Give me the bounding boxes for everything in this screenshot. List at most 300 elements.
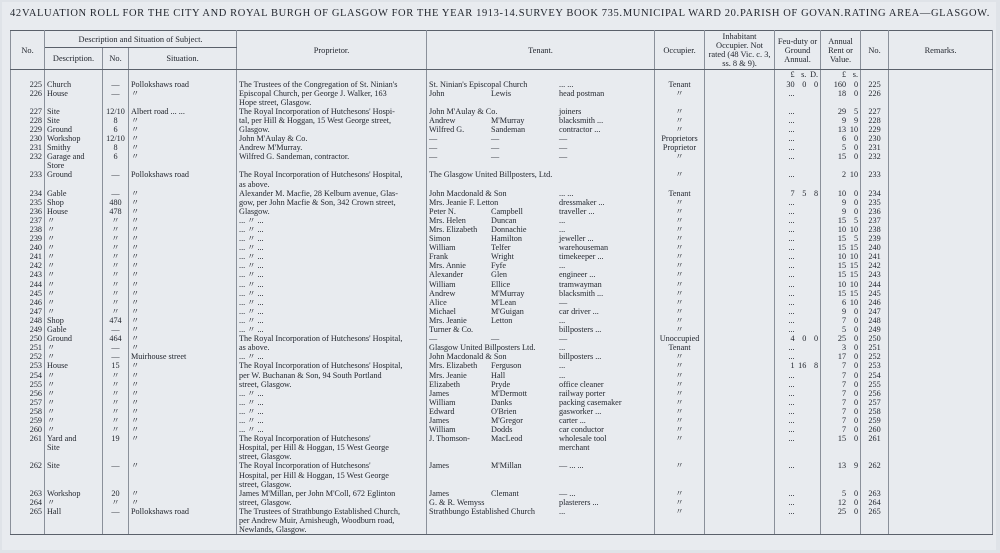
tenant-surname: Duncan xyxy=(491,215,517,225)
situation-cell: Muirhouse street xyxy=(129,352,237,361)
rent-cell xyxy=(821,434,861,443)
feu-pounds: ... xyxy=(788,234,795,244)
rent-shillings: 0 xyxy=(853,425,859,435)
inhabitant-cell xyxy=(705,480,775,489)
entry-number: 251 xyxy=(11,343,45,352)
tenant-first: Strathbungo Established Church xyxy=(429,506,536,516)
feu-shillings xyxy=(795,507,807,516)
tenant-cell xyxy=(427,452,655,461)
situation-cell: 〃 xyxy=(129,425,237,434)
tenant-first: Mrs. Annie xyxy=(429,261,466,271)
situation-cell: 〃 xyxy=(129,270,237,279)
remarks-cell xyxy=(889,98,993,107)
rent-cell xyxy=(821,198,861,207)
feu-pence: 0 xyxy=(813,334,819,344)
tenant-cell xyxy=(427,252,655,261)
feu-shillings xyxy=(795,234,807,243)
feu-shillings xyxy=(795,498,807,507)
feu-pence xyxy=(806,371,818,380)
parish: PARISH OF GOVAN. xyxy=(740,8,844,19)
entry-number: 225 xyxy=(11,80,45,89)
rent-shillings: 0 xyxy=(853,206,859,216)
proprietor-cell: ... 〃 ... xyxy=(237,289,427,298)
occupier-cell: 〃 xyxy=(655,170,705,179)
rent-shillings: 15 xyxy=(849,261,859,271)
rent-cell xyxy=(821,307,861,316)
tenant-first: Mrs. Jeanie xyxy=(429,370,467,380)
tenant-occupation: dressmaker ... xyxy=(559,197,605,207)
occupier-cell: 〃 xyxy=(655,270,705,279)
rent-pounds: 7 xyxy=(841,379,847,389)
entry-number-right: 255 xyxy=(861,380,889,389)
unit-pounds: £ xyxy=(790,70,795,79)
tenant-surname xyxy=(491,498,559,507)
proprietor-cell: ... 〃 ... xyxy=(237,407,427,416)
description-cell: House xyxy=(45,89,103,98)
feu-duty-cell xyxy=(775,143,821,152)
remarks-cell xyxy=(889,107,993,116)
rent-cell xyxy=(821,325,861,334)
situation-cell: 〃 xyxy=(129,343,237,352)
entry-number-right: 232 xyxy=(861,152,889,161)
feu-duty-cell xyxy=(775,98,821,107)
situation-cell xyxy=(129,525,237,535)
tenant-surname: M'Lean xyxy=(491,297,517,307)
feu-pounds: ... xyxy=(788,434,795,444)
table-row xyxy=(11,316,993,325)
col-occupier: Occupier. xyxy=(655,31,705,70)
rent-cell xyxy=(821,380,861,389)
table-row xyxy=(11,180,993,189)
table-row xyxy=(11,107,993,116)
rent-shillings: 9 xyxy=(853,115,859,125)
feu-pence xyxy=(806,270,818,279)
entry-number: 235 xyxy=(11,198,45,207)
feu-duty-cell xyxy=(775,343,821,352)
sub-number-cell: 12/10 xyxy=(103,134,129,143)
table-row xyxy=(11,343,993,352)
sub-number-cell: 20 xyxy=(103,489,129,498)
rent-pounds: 7 xyxy=(841,397,847,407)
description-cell xyxy=(45,98,103,107)
feu-shillings: 0 xyxy=(802,334,807,344)
description-cell: Ground xyxy=(45,334,103,343)
tenant-surname: — xyxy=(491,134,500,144)
rent-cell xyxy=(821,252,861,261)
occupier-cell xyxy=(655,480,705,489)
inhabitant-cell xyxy=(705,225,775,234)
description-cell: Garage and xyxy=(45,152,103,161)
sub-number-cell: 〃 xyxy=(103,307,129,316)
proprietor-cell: ... 〃 ... xyxy=(237,352,427,361)
tenant-first: Glasgow United Billposters Ltd. xyxy=(429,343,536,353)
feu-duty-cell xyxy=(775,480,821,489)
tenant-surname: MacLeod xyxy=(491,434,523,444)
occupier-cell: 〃 xyxy=(655,234,705,243)
feu-pence xyxy=(806,380,818,389)
occupier-cell: Tenant xyxy=(655,189,705,198)
inhabitant-cell xyxy=(705,261,775,270)
description-cell: Shop xyxy=(45,316,103,325)
proprietor-cell: street, Glasgow. xyxy=(237,498,427,507)
feu-pence xyxy=(806,107,818,116)
rent-shillings: 0 xyxy=(853,343,859,353)
description-cell: Shop xyxy=(45,198,103,207)
entry-number: 260 xyxy=(11,425,45,434)
entry-number-right: 227 xyxy=(861,107,889,116)
remarks-cell xyxy=(889,425,993,434)
col-sub-no: No. xyxy=(103,48,129,70)
entry-number-right: 257 xyxy=(861,398,889,407)
entry-number: 241 xyxy=(11,252,45,261)
feu-pounds: ... xyxy=(788,379,795,389)
situation-cell xyxy=(129,443,237,452)
tenant-surname: M'Millan xyxy=(491,461,522,471)
entry-number-right: 246 xyxy=(861,298,889,307)
feu-duty-cell xyxy=(775,89,821,98)
entry-number: 247 xyxy=(11,307,45,316)
feu-shillings xyxy=(795,152,807,161)
rent-pounds: 15 xyxy=(837,215,847,225)
feu-shillings xyxy=(795,416,807,425)
feu-pence xyxy=(806,261,818,270)
occupier-cell xyxy=(655,525,705,535)
feu-shillings xyxy=(795,407,807,416)
tenant-cell xyxy=(427,371,655,380)
rent-shillings: 0 xyxy=(853,315,859,325)
remarks-cell xyxy=(889,252,993,261)
sub-number-cell: 〃 xyxy=(103,225,129,234)
col-no-right: No. xyxy=(861,31,889,70)
rent-shillings: 0 xyxy=(853,434,859,444)
proprietor-cell: ... 〃 ... xyxy=(237,416,427,425)
description-cell: 〃 xyxy=(45,252,103,261)
entry-number-right: 260 xyxy=(861,425,889,434)
remarks-cell xyxy=(889,461,993,470)
tenant-cell xyxy=(427,152,655,161)
tenant-cell xyxy=(427,407,655,416)
remarks-cell xyxy=(889,289,993,298)
feu-pence xyxy=(806,407,818,416)
tenant-first: James xyxy=(429,461,450,471)
entry-number-right: 251 xyxy=(861,343,889,352)
entry-number-right: 239 xyxy=(861,234,889,243)
feu-shillings xyxy=(795,198,807,207)
entry-number-right xyxy=(861,161,889,170)
occupier-cell: 〃 xyxy=(655,371,705,380)
feu-pounds: ... xyxy=(788,170,795,180)
feu-pounds: ... xyxy=(788,143,795,153)
table-row xyxy=(11,389,993,398)
tenant-cell xyxy=(427,134,655,143)
sub-number-cell: — xyxy=(103,507,129,516)
feu-shillings xyxy=(795,207,807,216)
table-row xyxy=(11,507,993,516)
feu-pounds: ... xyxy=(788,506,795,516)
tenant-occupation: packing casemaker xyxy=(559,397,622,407)
tenant-surname: M'Gregor xyxy=(491,415,523,425)
feu-shillings xyxy=(795,125,807,134)
entry-number-right: 240 xyxy=(861,243,889,252)
tenant-occupation: gasworker ... xyxy=(559,406,602,416)
description-cell: 〃 xyxy=(45,407,103,416)
description-cell: Yard and xyxy=(45,434,103,443)
description-cell: 〃 xyxy=(45,261,103,270)
proprietor-cell xyxy=(237,161,427,170)
entry-number: 239 xyxy=(11,234,45,243)
feu-pounds: ... xyxy=(788,306,795,316)
remarks-cell xyxy=(889,398,993,407)
entry-number-right: 249 xyxy=(861,325,889,334)
occupier-cell: 〃 xyxy=(655,107,705,116)
occupier-cell: 〃 xyxy=(655,507,705,516)
entry-number-right: 237 xyxy=(861,216,889,225)
feu-pounds: ... xyxy=(788,325,795,335)
situation-cell: 〃 xyxy=(129,407,237,416)
sub-number-cell: 〃 xyxy=(103,243,129,252)
feu-duty-cell xyxy=(775,352,821,361)
tenant-surname xyxy=(491,352,559,361)
table-row xyxy=(11,334,993,343)
tenant-occupation: — xyxy=(559,297,568,307)
tenant-surname xyxy=(491,343,559,352)
occupier-cell xyxy=(655,443,705,452)
tenant-occupation: traveller ... xyxy=(559,206,595,216)
entry-number-right xyxy=(861,452,889,461)
entry-number-right: 259 xyxy=(861,416,889,425)
tenant-surname xyxy=(491,507,559,516)
occupier-cell: 〃 xyxy=(655,352,705,361)
feu-pence: 8 xyxy=(813,361,819,371)
rent-shillings: 0 xyxy=(853,352,859,362)
tenant-occupation: head postman xyxy=(559,88,605,98)
feu-duty-cell xyxy=(775,243,821,252)
feu-duty-cell xyxy=(775,289,821,298)
description-cell: Smithy xyxy=(45,143,103,152)
tenant-surname: M'Murray xyxy=(491,288,525,298)
rent-shillings: 15 xyxy=(849,288,859,298)
description-cell: 〃 xyxy=(45,216,103,225)
tenant-cell xyxy=(427,425,655,434)
remarks-cell xyxy=(889,234,993,243)
tenant-cell xyxy=(427,116,655,125)
rent-pounds: 10 xyxy=(837,279,847,289)
feu-pence xyxy=(806,416,818,425)
tenant-occupation: railway porter xyxy=(559,388,606,398)
rent-cell xyxy=(821,416,861,425)
feu-duty-cell xyxy=(775,489,821,498)
table-row xyxy=(11,352,993,361)
situation-cell xyxy=(129,480,237,489)
feu-pounds: 7 xyxy=(790,188,795,198)
inhabitant-cell xyxy=(705,207,775,216)
description-cell xyxy=(45,471,103,480)
entry-number: 230 xyxy=(11,134,45,143)
proprietor-cell: The Trustees of Strathbungo Established Church, xyxy=(237,507,427,516)
situation-cell: 〃 xyxy=(129,325,237,334)
sub-number-cell: — xyxy=(103,170,129,179)
feu-pence xyxy=(806,280,818,289)
table-row xyxy=(11,361,993,370)
remarks-cell xyxy=(889,125,993,134)
situation-cell xyxy=(129,161,237,170)
tenant-cell xyxy=(427,525,655,535)
tenant-cell xyxy=(427,443,655,452)
tenant-surname: Ellice xyxy=(491,279,511,289)
rent-cell xyxy=(821,270,861,279)
tenant-occupation xyxy=(559,170,652,179)
table-row xyxy=(11,480,993,489)
rent-shillings: 0 xyxy=(853,388,859,398)
tenant-cell xyxy=(427,198,655,207)
proprietor-cell: The Royal Incorporation of Hutchesons' Hospital, xyxy=(237,170,427,179)
feu-shillings xyxy=(795,107,807,116)
feu-pounds: ... xyxy=(788,115,795,125)
rent-cell xyxy=(821,80,861,89)
entry-number-right: 248 xyxy=(861,316,889,325)
occupier-cell: 〃 xyxy=(655,298,705,307)
tenant-occupation: ... ... xyxy=(559,188,574,198)
situation-cell xyxy=(129,452,237,461)
entry-number: 244 xyxy=(11,280,45,289)
sub-number-cell: — xyxy=(103,89,129,98)
feu-pounds: ... xyxy=(788,415,795,425)
sub-number-cell: 〃 xyxy=(103,371,129,380)
rent-cell xyxy=(821,461,861,470)
situation-cell: 〃 xyxy=(129,398,237,407)
rent-cell xyxy=(821,425,861,434)
rent-shillings: 5 xyxy=(853,215,859,225)
tenant-occupation: blacksmith ... xyxy=(559,115,604,125)
sub-number-cell: 6 xyxy=(103,125,129,134)
feu-shillings xyxy=(795,270,807,279)
table-row xyxy=(11,143,993,152)
feu-pence xyxy=(806,461,818,470)
tenant-surname: Donnachie xyxy=(491,225,527,234)
feu-shillings xyxy=(795,343,807,352)
tenant-first: Alexander xyxy=(429,270,464,280)
situation-cell: Pollokshaws road xyxy=(129,507,237,516)
description-cell: Site xyxy=(45,116,103,125)
entry-number: 257 xyxy=(11,398,45,407)
remarks-cell xyxy=(889,189,993,198)
rent-cell xyxy=(821,161,861,170)
sub-number-cell: 〃 xyxy=(103,398,129,407)
description-cell: House xyxy=(45,361,103,370)
entry-number: 243 xyxy=(11,270,45,279)
inhabitant-cell xyxy=(705,161,775,170)
rent-shillings: 0 xyxy=(853,152,859,162)
feu-shillings: 5 xyxy=(802,188,807,198)
tenant-first: William xyxy=(429,279,456,289)
situation-cell: 〃 xyxy=(129,289,237,298)
feu-pence xyxy=(806,170,818,179)
inhabitant-cell xyxy=(705,461,775,470)
entry-number-right: 245 xyxy=(861,289,889,298)
rent-units xyxy=(821,70,861,80)
feu-pounds: ... xyxy=(788,261,795,271)
tenant-surname: Campbell xyxy=(491,206,523,216)
feu-pounds: ... xyxy=(788,406,795,416)
rent-shillings: 10 xyxy=(849,297,859,307)
table-row xyxy=(11,261,993,270)
inhabitant-cell xyxy=(705,252,775,261)
rent-shillings: 9 xyxy=(853,461,859,471)
entry-number-right: 250 xyxy=(861,334,889,343)
tenant-cell xyxy=(427,325,655,334)
remarks-cell xyxy=(889,371,993,380)
tenant-occupation: ... xyxy=(559,261,566,271)
situation-cell: 〃 xyxy=(129,371,237,380)
proprietor-cell: ... 〃 ... xyxy=(237,307,427,316)
tenant-cell xyxy=(427,471,655,480)
sub-number-cell: 19 xyxy=(103,434,129,443)
situation-cell: 〃 xyxy=(129,389,237,398)
situation-cell: 〃 xyxy=(129,461,237,470)
tenant-surname: Sandeman xyxy=(491,124,526,134)
description-cell: 〃 xyxy=(45,416,103,425)
proprietor-cell: ... 〃 ... xyxy=(237,425,427,434)
remarks-cell xyxy=(889,316,993,325)
feu-shillings xyxy=(795,243,807,252)
document-page xyxy=(2,2,996,550)
feu-pounds: 4 xyxy=(790,334,795,344)
rent-pounds: 5 xyxy=(841,488,847,498)
tenant-first: Turner & Co. xyxy=(429,325,474,335)
feu-duty-cell xyxy=(775,452,821,461)
feu-duty-cell xyxy=(775,152,821,161)
tenant-cell xyxy=(427,170,655,179)
tenant-cell xyxy=(427,507,655,516)
rent-cell xyxy=(821,398,861,407)
entry-number-right: 253 xyxy=(861,361,889,370)
tenant-cell xyxy=(427,361,655,370)
unit-pounds: £ xyxy=(841,70,847,79)
tenant-occupation: blacksmith ... xyxy=(559,288,604,298)
occupier-cell: 〃 xyxy=(655,243,705,252)
tenant-first: Alice xyxy=(429,297,447,307)
proprietor-cell: Alexander M. Macfie, 28 Kelburn avenue, Glas- xyxy=(237,189,427,198)
remarks-cell xyxy=(889,480,993,489)
remarks-cell xyxy=(889,407,993,416)
tenant-surname xyxy=(491,189,559,198)
remarks-cell xyxy=(889,152,993,161)
entry-number-right: 258 xyxy=(861,407,889,416)
feu-pence xyxy=(806,352,818,361)
occupier-cell xyxy=(655,516,705,525)
inhabitant-cell xyxy=(705,516,775,525)
inhabitant-cell xyxy=(705,371,775,380)
rent-shillings: 0 xyxy=(853,79,859,89)
rent-shillings: 0 xyxy=(853,197,859,207)
rent-cell xyxy=(821,471,861,480)
tenant-cell xyxy=(427,261,655,270)
tenant-occupation: tramwayman xyxy=(559,279,602,289)
feu-pounds: ... xyxy=(788,225,795,234)
proprietor-cell: The Royal Incorporation of Hutchesons' xyxy=(237,461,427,470)
rent-cell xyxy=(821,225,861,234)
rent-shillings: 0 xyxy=(853,361,859,371)
feu-pence: 8 xyxy=(813,188,819,198)
tenant-surname: Clemant xyxy=(491,488,519,498)
entry-number: 232 xyxy=(11,152,45,161)
rent-pounds: 18 xyxy=(837,88,847,98)
remarks-cell xyxy=(889,434,993,443)
entry-number: 252 xyxy=(11,352,45,361)
rent-cell xyxy=(821,516,861,525)
inhabitant-cell xyxy=(705,416,775,425)
tenant-surname: — xyxy=(491,152,500,162)
